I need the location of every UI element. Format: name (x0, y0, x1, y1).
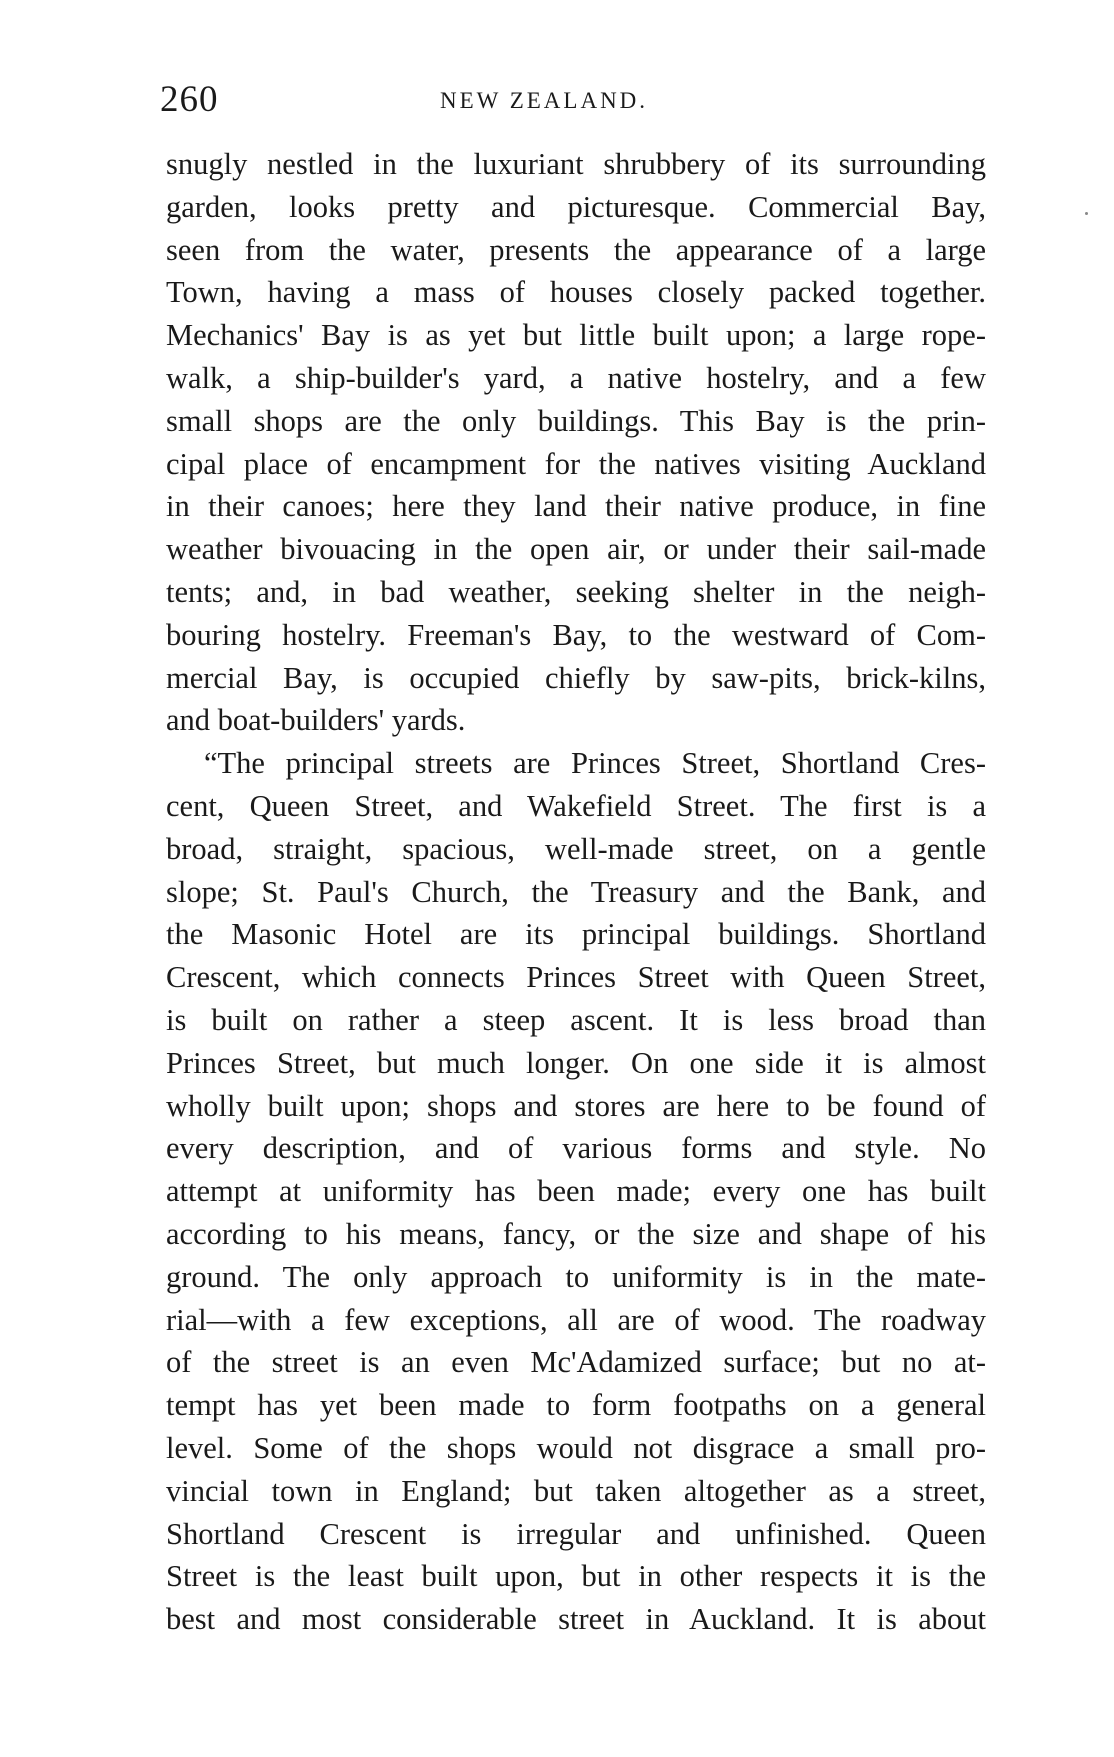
text-line: the Masonic Hotel are its principal buildings. Shortland (166, 917, 986, 952)
text-line: cipal place of encampment for the natives visiting Auckland (166, 446, 986, 481)
text-line: tempt has yet been made to form footpaths on a general (166, 1388, 986, 1423)
text-line: ground. The only approach to uniformity is in the mate- (166, 1259, 986, 1294)
text-line: cent, Queen Street, and Wakefield Street. The first is a (166, 788, 986, 823)
text-line: bouring hostelry. Freeman's Bay, to the westward of Com- (166, 617, 986, 652)
text-line: is built on rather a steep ascent. It is less broad than (166, 1002, 986, 1037)
body-text (166, 143, 986, 1641)
text-line: in their canoes; here they land their native produce, in fine (166, 489, 986, 524)
text-line: Princes Street, but much longer. On one side it is almost (166, 1045, 986, 1080)
text-line: Shortland Crescent is irregular and unfinished. Queen (166, 1516, 986, 1551)
text-line: weather bivouacing in the open air, or under their sail-made (166, 532, 986, 567)
text-line: small shops are the only buildings. This Bay is the prin- (166, 403, 986, 438)
text-line: of the street is an even Mc'Adamized surface; but no at- (166, 1345, 986, 1380)
text-line: seen from the water, presents the appearance of a large (166, 232, 986, 267)
text-line: Mechanics' Bay is as yet but little built upon; a large rope- (166, 318, 986, 353)
text-line: mercial Bay, is occupied chiefly by saw-pits, brick-kilns, (166, 660, 986, 695)
page-number: 260 (160, 79, 219, 120)
text-line: best and most considerable street in Auckland. It is about (166, 1602, 986, 1637)
paragraph-start-line: “The principal streets are Princes Street, Shortland Cres- (204, 746, 986, 781)
margin-speck (1085, 212, 1088, 215)
text-line: Town, having a mass of houses closely packed together. (166, 275, 986, 310)
text-line: attempt at uniformity has been made; every one has built (166, 1174, 986, 1209)
text-line: according to his means, fancy, or the size and shape of his (166, 1216, 986, 1251)
text-line: tents; and, in bad weather, seeking shelter in the neigh- (166, 574, 986, 609)
text-line: rial—with a few exceptions, all are of wood. The roadway (166, 1302, 986, 1337)
paragraph-end-line: and boat-builders' yards. (166, 703, 466, 738)
text-line: Street is the least built upon, but in other respects it is the (166, 1559, 986, 1594)
text-line: level. Some of the shops would not disgrace a small pro- (166, 1430, 986, 1465)
text-line: slope; St. Paul's Church, the Treasury and the Bank, and (166, 874, 986, 909)
text-line: garden, looks pretty and picturesque. Commercial Bay, (166, 189, 986, 224)
text-line: vincial town in England; but taken altogether as a street, (166, 1473, 986, 1508)
text-line: wholly built upon; shops and stores are here to be found of (166, 1088, 986, 1123)
text-line: broad, straight, spacious, well-made street, on a gentle (166, 831, 986, 866)
text-line: every description, and of various forms and style. No (166, 1131, 986, 1166)
text-line: Crescent, which connects Princes Street with Queen Street, (166, 960, 986, 995)
text-line: snugly nestled in the luxuriant shrubbery of its surrounding (166, 147, 986, 181)
running-title: NEW ZEALAND. (440, 88, 649, 113)
text-line: walk, a ship-builder's yard, a native hostelry, and a few (166, 360, 986, 395)
